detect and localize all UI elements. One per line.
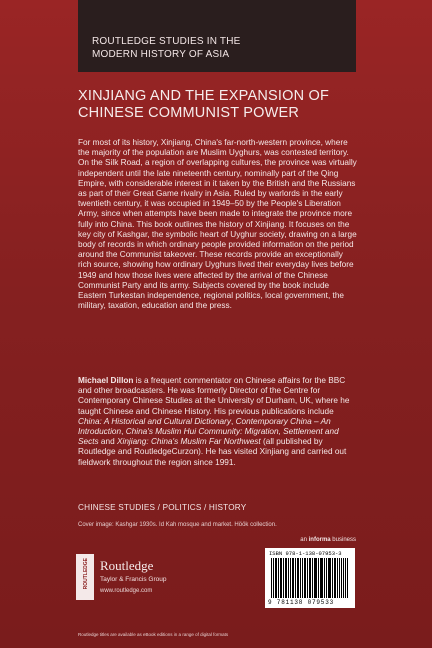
series-banner (78, 0, 356, 72)
informa-suffix: business (330, 537, 356, 543)
book-description: For most of its history, Xinjiang, China's far-north-western province, where the majority of the population are Muslim Uyghurs, was contested territory. On the Silk Road, a region of overlapping cultures, the province was virtually independent until the late nineteenth century, nominally part of the Qing Empire, with considerable interest in it taken by the British and the Russians as part of their Great Game rivalry in Asia. Ruled by warlords in the early twentieth century, it was occupied in 1949–50 by the People's Liberation Army, since when attempts have been made to integrate the province more fully into China. This book outlines the history of Xinjiang. It focuses on the key city of Kashgar, the symbolic heart of Uyghur society, drawing on a large body of records in which ordinary people provided information on the period around the Communist takeover. These records provide an exceptionally rich source, showing how ordinary Uyghurs lived their everyday lives before 1949 and how those lives were affected by the arrival of the Chinese Communist Party and its army. Subjects covered by the book include Eastern Turkestan independence, regional politics, local government, the military, taxation, education and the press. (78, 138, 357, 311)
series-name (92, 35, 241, 61)
author-bio-text-1: is a frequent commentator on Chinese affairs for the BBC and other broadcasters. He was formerly Director of the Centre for Contemporary Chinese Studies at the University of Durham, UK, where he taught Chinese and Chinese History. His previous publications include (78, 376, 350, 416)
routledge-logo-icon (76, 554, 94, 600)
author-work-4: Xinjiang: China's Muslim Far Northwest (117, 437, 261, 447)
author-work-2: Contemporary China – An Introduction (78, 416, 331, 437)
isbn-text: ISBN 978-1-138-07953-3 (269, 550, 342, 557)
title-line-2: CHINESE COMMUNIST POWER (78, 105, 300, 121)
publisher-name: Routledge (100, 558, 154, 573)
title-line-1: XINJIANG AND THE EXPANSION OF (78, 88, 330, 104)
author-name: Michael Dillon (78, 376, 134, 385)
barcode-bars (271, 558, 349, 598)
author-work-3: China's Muslim Hui Community: Migration, Settlement and Sects (78, 427, 339, 447)
author-sep-3: and (98, 437, 117, 447)
informa-prefix: an (300, 537, 309, 543)
barcode (265, 548, 355, 608)
book-title (78, 88, 378, 122)
ebook-note: Routledge titles are available as eBook editions in a range of digital formats (78, 632, 229, 637)
logo-text: ROUTLEDGE (83, 558, 89, 590)
cover-image-credit: Cover image: Kashgar 1930s. Id Kah mosque and market. Höök collection. (78, 522, 277, 528)
barcode-digits: 9 781138 079533 (268, 599, 335, 606)
author-bio-text-2: (all published by Routledge and RoutledgeCurzon). He has visited Xinjiang and carried out fieldwork throughout the region since 1991. (78, 437, 347, 467)
publisher-url: www.routledge.com (100, 588, 153, 594)
series-line-2: MODERN HISTORY OF ASIA (92, 49, 230, 60)
informa-business-tag (300, 537, 356, 543)
subject-categories: CHINESE STUDIES / POLITICS / HISTORY (78, 503, 247, 512)
series-line-1: ROUTLEDGE STUDIES IN THE (92, 36, 241, 47)
author-work-1: China: A Historical and Cultural Dictionary (78, 416, 231, 426)
author-sep-1: , (231, 416, 236, 426)
author-bio (78, 376, 358, 468)
author-sep-2: , (121, 427, 126, 437)
publisher-group: Taylor & Francis Group (100, 576, 167, 583)
informa-brand: informa (308, 537, 331, 543)
